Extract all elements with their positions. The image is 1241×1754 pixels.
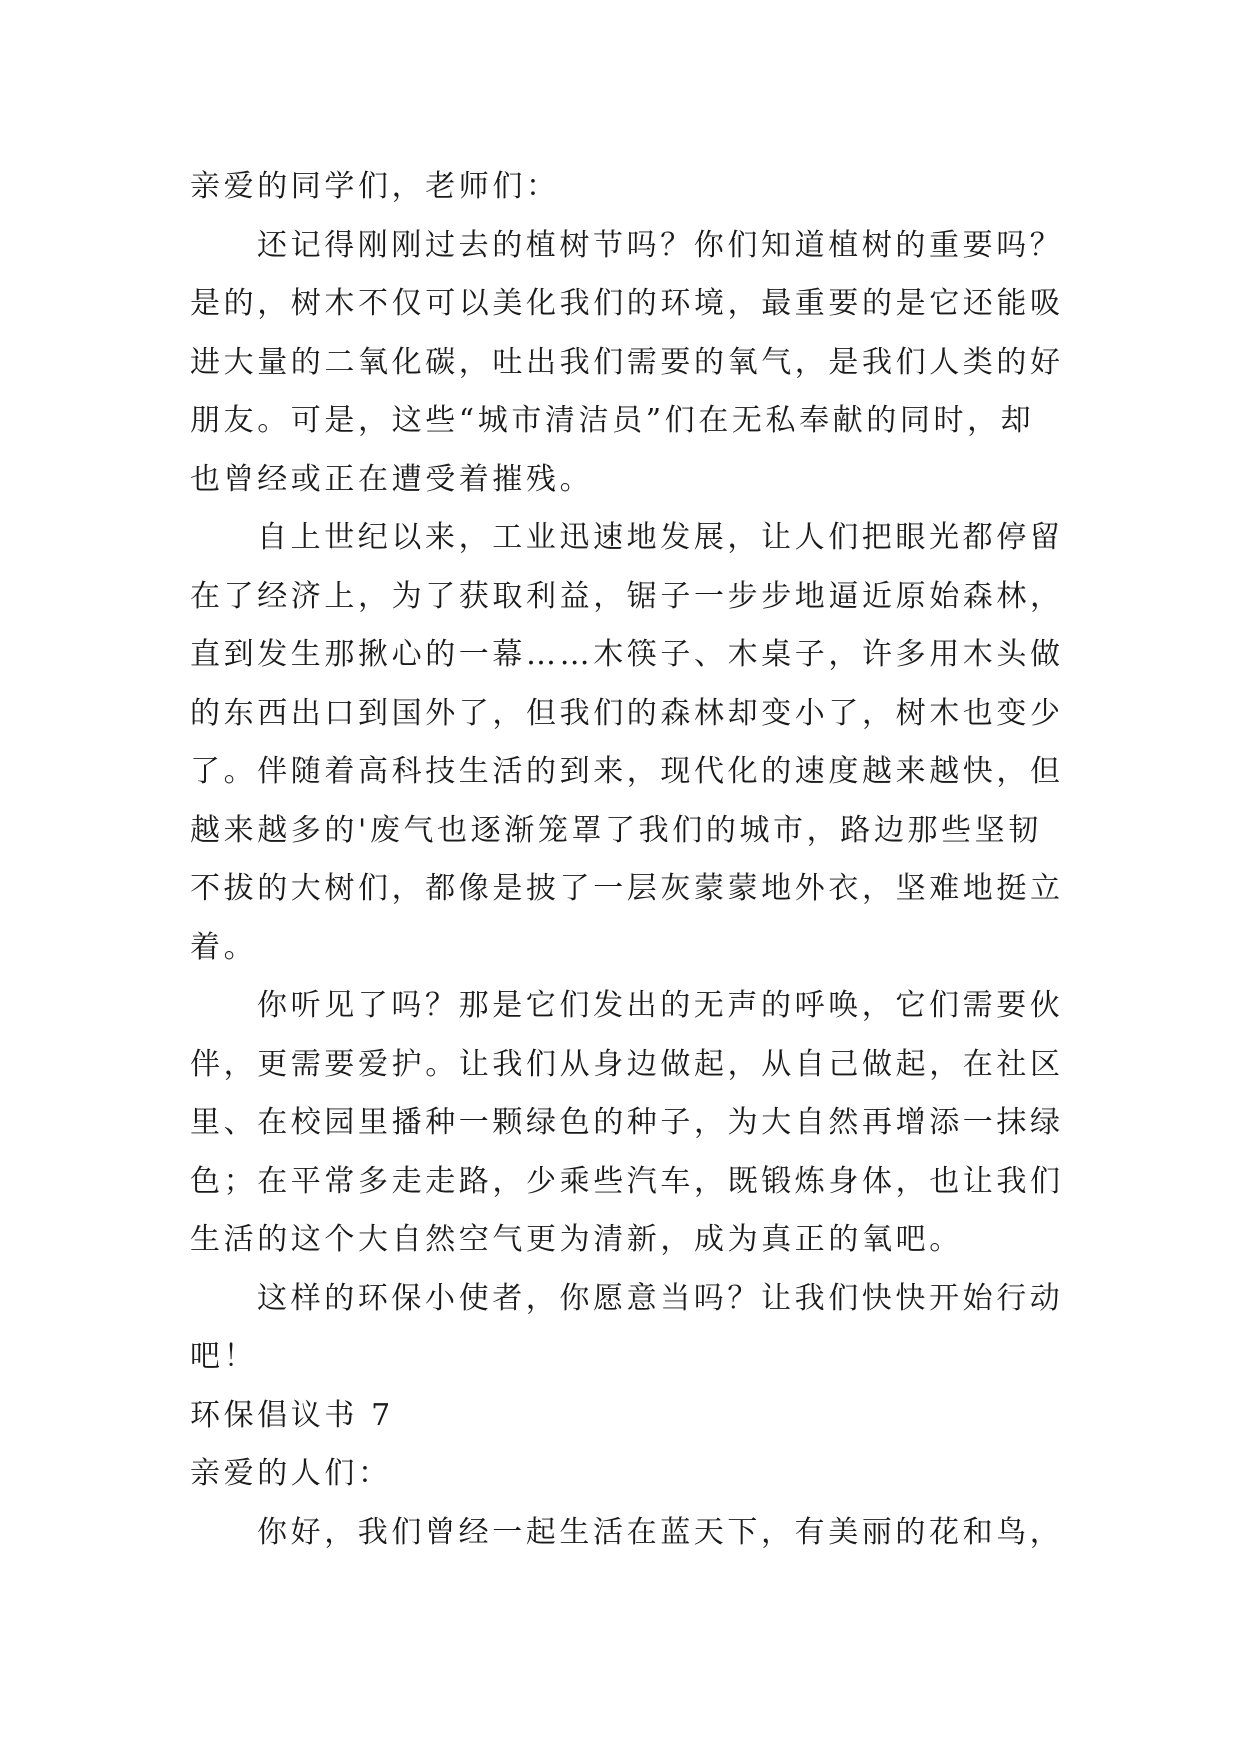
text-line: 了。伴随着高科技生活的到来，现代化的速度越来越快，但 [190, 754, 1064, 789]
text-line: 朋友。可是，这些“城市清洁员”们在无私奉献的同时，却 [190, 403, 1035, 438]
text-line: 不拔的大树们，都像是披了一层灰蒙蒙地外衣，坚难地挺立 [190, 871, 1064, 906]
text-line: 亲爱的同学们，老师们： [190, 169, 560, 204]
text-line: 在了经济上，为了获取利益，锯子一步步地逼近原始森林， [190, 578, 1064, 614]
text-line: 着。 [190, 929, 258, 965]
text-line: 是的，树木不仅可以美化我们的环境，最重要的是它还能吸 [190, 286, 1064, 321]
text-line: 你好，我们曾经一起生活在蓝天下，有美丽的花和鸟， [257, 1514, 1064, 1550]
text-line: 里、在校园里播种一颗绿色的种子，为大自然再增添一抹绿 [190, 1105, 1064, 1140]
text-line: 自上世纪以来，工业迅速地发展，让人们把眼光都停留 [257, 520, 1064, 555]
salutation: 亲爱的人们： [190, 1456, 392, 1491]
text-line: 直到发生那揪心的一幕……木筷子、木桌子，许多用木头做 [190, 637, 1064, 672]
text-line: 你听见了吗？那是它们发出的无声的呼唤，它们需要伙 [257, 988, 1064, 1023]
text-line: 生活的这个大自然空气更为清新，成为真正的氧吧。 [190, 1222, 963, 1257]
text-line: 吧！ [190, 1339, 258, 1374]
section-heading: 环保倡议书 7 [190, 1397, 394, 1433]
text-line: 还记得刚刚过去的植树节吗？你们知道植树的重要吗？ [257, 227, 1064, 263]
text-line: 也曾经或正在遭受着摧残。 [190, 461, 594, 497]
text-line: 这样的环保小使者，你愿意当吗？让我们快快开始行动 [257, 1280, 1064, 1316]
text-line: 伴，更需要爱护。让我们从身边做起，从自己做起，在社区 [190, 1046, 1064, 1082]
text-line: 色；在平常多走走路，少乘些汽车，既锻炼身体，也让我们 [190, 1163, 1064, 1199]
text-line: 进大量的二氧化碳，吐出我们需要的氧气，是我们人类的好 [190, 344, 1064, 380]
text-line: 越来越多的'废气也逐渐笼罩了我们的城市，路边那些坚韧 [190, 812, 1042, 848]
text-line: 的东西出口到国外了，但我们的森林却变小了，树木也变少 [190, 695, 1064, 731]
document-page [190, 158, 1070, 1562]
